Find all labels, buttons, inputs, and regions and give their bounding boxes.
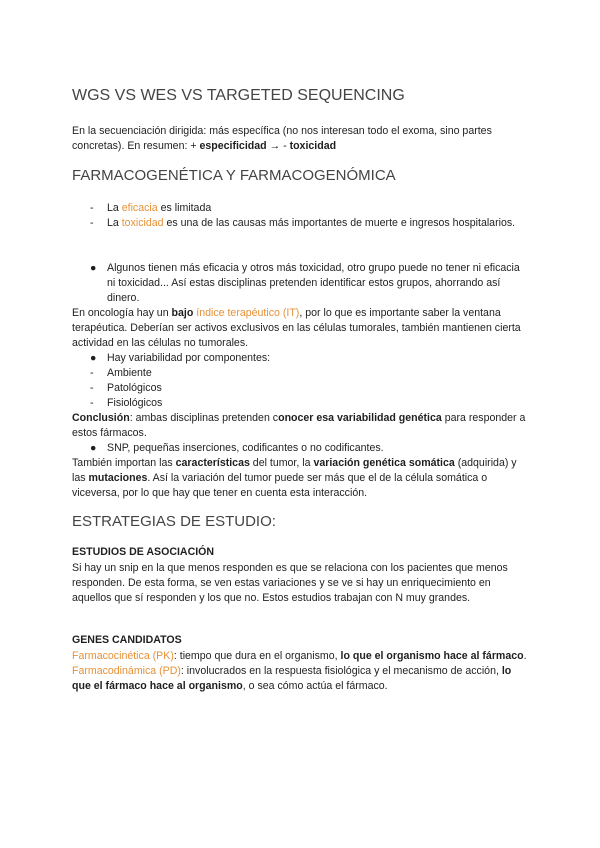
intro-paragraph <box>72 124 530 154</box>
tambien-text: También importan las <box>72 457 176 469</box>
dash-item-eficacia <box>72 201 530 216</box>
highlight-toxicidad: toxicidad <box>121 217 164 229</box>
pk-bold: lo que el organismo hace al fármaco <box>340 650 524 662</box>
pk-end: . <box>523 650 527 662</box>
oncology-paragraph <box>72 306 530 351</box>
component-item <box>72 381 530 396</box>
bullet-marker: ● <box>90 442 97 454</box>
bullet-text: SNP, pequeñas inserciones, codificantes o no codificantes. <box>107 442 384 454</box>
dash-marker: - <box>90 202 94 214</box>
pk-label: Farmacocinética (PK) <box>72 650 174 662</box>
highlight-indice: índice terapéutico (IT) <box>196 307 300 319</box>
onco-bold: bajo <box>171 307 194 319</box>
pd-end: , o sea cómo actúa el fármaco. <box>242 680 388 692</box>
tambien-bold: variación genética somática <box>313 457 455 469</box>
farmaco-body <box>72 261 530 501</box>
onco-text: En oncología hay un <box>72 307 172 319</box>
dash-marker: - <box>90 367 94 379</box>
bullet-marker: ● <box>90 262 97 274</box>
intro-bold-especificidad: especificidad <box>199 140 267 152</box>
pd-paragraph <box>72 664 530 694</box>
pk-text: : tiempo que dura en el organismo, <box>173 650 341 662</box>
conclusion-label: Conclusión <box>72 412 130 424</box>
pd-label: Farmacodinámica (PD) <box>72 665 181 677</box>
bullet-text: Algunos tienen más eficacia y otros más toxicidad, otro grupo puede no tener ni eficacia ni toxicidad... Así estas disciplinas pretenden identificar estos grupos, ahorrando así dinero. <box>107 262 520 304</box>
intro-line-2 <box>72 139 530 154</box>
conclusion-paragraph <box>72 411 530 441</box>
heading-genes: GENES CANDIDATOS <box>72 634 182 646</box>
tambien-bold: características <box>175 457 250 469</box>
conclusion-text: : ambas disciplinas pretenden c <box>129 412 279 424</box>
bullet-text: Hay variabilidad por componentes: <box>107 352 271 364</box>
conclusion-text: para responder a estos fármacos. <box>72 412 526 439</box>
pd-bold: lo que el fármaco hace al organismo <box>72 665 512 692</box>
bullet-item-variabilidad <box>72 351 530 366</box>
dash-marker: - <box>90 397 94 409</box>
component-item <box>72 366 530 381</box>
dash-marker: - <box>90 217 94 229</box>
dash-text: es una de las causas más importantes de muerte e ingresos hospitalarios. <box>163 217 516 229</box>
genes-body <box>72 649 530 694</box>
page-title: WGS VS WES VS TARGETED SEQUENCING <box>72 87 405 104</box>
section-heading-estrategias: ESTRATEGIAS DE ESTUDIO: <box>72 513 276 530</box>
farmaco-dash-list <box>72 201 530 231</box>
pd-text: : involucrados en la respuesta fisiológica y el mecanismo de acción, <box>180 665 502 677</box>
dash-text: La <box>107 217 122 229</box>
tambien-text: . Así la variación del tumor puede ser más que el de la célula somática o viceversa, por lo que hay que tener en cuenta esta interacción. <box>72 472 488 499</box>
asociacion-paragraph: Si hay un snip en la que menos responden es que se relaciona con los pacientes que menos responden. De esta forma, se ven estas variaciones y se ve si hay un enriquecimiento en aquellos que sí responden y los que no. Estos estudios trabajan con N muy grandes. <box>72 562 508 604</box>
component-text: Patológicos <box>107 382 162 394</box>
dash-text: es limitada <box>157 202 212 214</box>
tambien-text: (adquirida) y las <box>72 457 517 484</box>
highlight-eficacia: eficacia <box>121 202 158 214</box>
tambien-bold: mutaciones <box>88 472 148 484</box>
tambien-paragraph <box>72 456 530 501</box>
component-text: Ambiente <box>107 367 152 379</box>
tambien-text: del tumor, la <box>249 457 314 469</box>
bullet-item-snp <box>72 441 530 456</box>
component-text: Fisiológicos <box>107 397 163 409</box>
dash-item-toxicidad <box>72 216 530 231</box>
intro-line-1: En la secuenciación dirigida: más específica (no nos interesan todo el exoma, sino partes <box>72 125 492 137</box>
intro-bold-toxicidad: toxicidad <box>289 140 337 152</box>
conclusion-bold: onocer esa variabilidad genética <box>278 412 442 424</box>
component-item <box>72 396 530 411</box>
intro-arrow: → - <box>266 140 290 152</box>
heading-asociacion: ESTUDIOS DE ASOCIACIÓN <box>72 546 215 558</box>
dash-marker: - <box>90 382 94 394</box>
bullet-item-grupos <box>72 261 530 306</box>
onco-text: , por lo que es importante saber la ventana terapéutica. Deberían ser activos exclusivos en las células tumorales, también mantienen cierta actividad en las células no tumorales. <box>72 307 521 349</box>
pk-paragraph <box>72 649 530 664</box>
intro-text: concretas). En resumen: + <box>72 140 200 152</box>
dash-text: La <box>107 202 122 214</box>
bullet-marker: ● <box>90 352 97 364</box>
section-heading-farmaco: FARMACOGENÉTICA Y FARMACOGENÓMICA <box>72 167 396 184</box>
